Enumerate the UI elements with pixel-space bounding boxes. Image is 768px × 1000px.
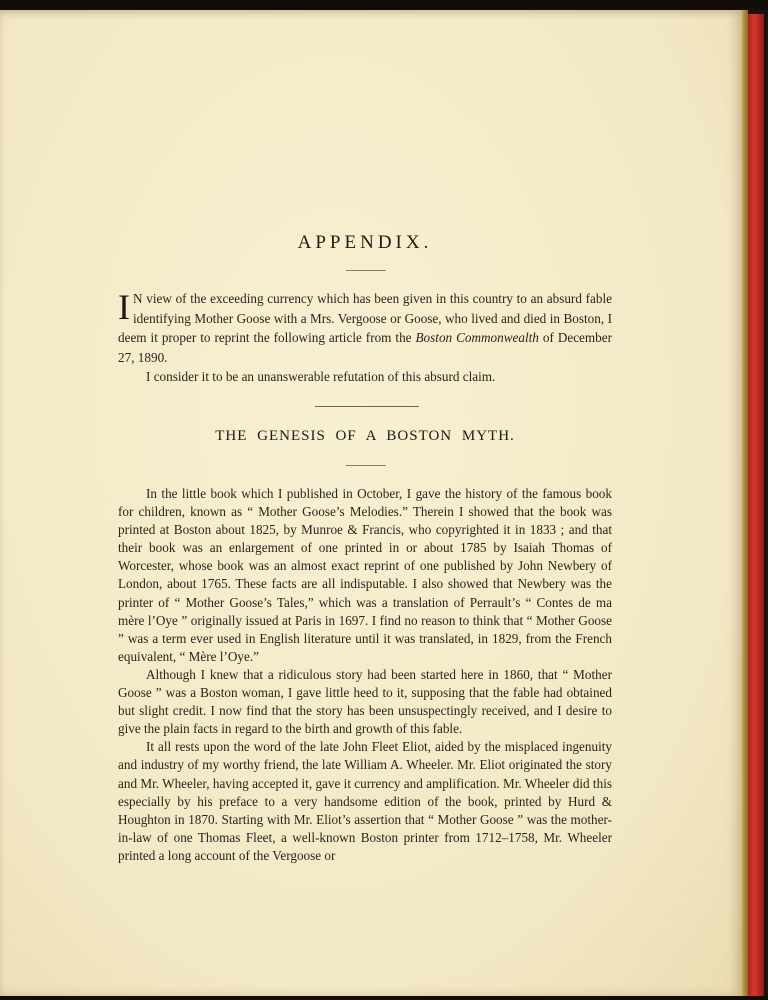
heading-rule (346, 270, 386, 271)
book-page (0, 10, 742, 996)
section-divider (315, 406, 419, 407)
source-citation: Boston Commonwealth (415, 330, 539, 345)
intro-paragraph-2: I consider it to be an unanswerable refutation of this absurd claim. (146, 369, 496, 384)
appendix-intro (118, 289, 612, 387)
article-paragraph: It all rests upon the word of the late John Fleet Eliot, aided by the misplaced ingenuity and industry of my worthy friend, the late William A. Wheeler. Mr. Eliot originated the story and Mr. Wheeler, having accepted it, gave it currency and amplification. Mr. Wheeler did this especially by his preface to a very handsome edition of the book, printed by Hurd & Houghton in 1870. Starting with Mr. Eliot’s assertion that “ Mother Goose ” was the mother-in-law of one Thomas Fleet, a well-known Boston printer from 1712–1758, Mr. Wheeler printed a long account of the Vergoose or (118, 739, 612, 863)
intro-paragraph (118, 289, 612, 367)
book-cover-edge (748, 14, 764, 998)
article-paragraph: Although I knew that a ridiculous story had been started here in 1860, that “ Mother Goose ” was a Boston woman, I gave little heed to it, supposing that the fable had obtained but slight credit. I now find that the story has been unsuspectingly received, and I desire to give the plain facts in regard to the birth and growth of this fable. (118, 666, 612, 737)
scan-bottom-edge (0, 996, 768, 1000)
article-title: THE GENESIS OF A BOSTON MYTH. (215, 428, 515, 444)
drop-cap: I (118, 287, 130, 327)
appendix-heading: APPENDIX. (297, 232, 433, 253)
article-paragraph: In the little book which I published in October, I gave the history of the famous book for children, known as “ Mother Goose’s Melodies.” Therein I showed that the book was printed at Boston about 1825, by Munroe & Francis, who copyrighted it in 1833 ; and that their book was an enlargement of one printed in or about 1785 by Isaiah Thomas of Worcester, whose book was an almost exact reprint of one published by John Newbery of London, about 1765. These facts are all indisputable. I also showed that Newbery was the printer of “ Mother Goose’s Tales,” which was a translation of Perrault’s “ Contes de ma mère l’Oye ” originally issued at Paris in 1697. I find no reason to think that “ Mother Goose ” was a term ever used in English literature until it was translated, in 1829, from the French equivalent, “ Mère l’Oye.” (118, 486, 612, 664)
intro-text-b: of December 27, 1890. (118, 330, 613, 365)
intro-text-a: N view of the exceeding currency which has been given in this country to an absurd fable identifying Mother Goose with a Mrs. Vergoose or Goose, who lived and died in Boston, I deem it proper to reprint the following article from the (118, 291, 612, 345)
article-body (118, 485, 612, 865)
scan-top-edge (0, 0, 768, 10)
title-rule (346, 465, 386, 466)
